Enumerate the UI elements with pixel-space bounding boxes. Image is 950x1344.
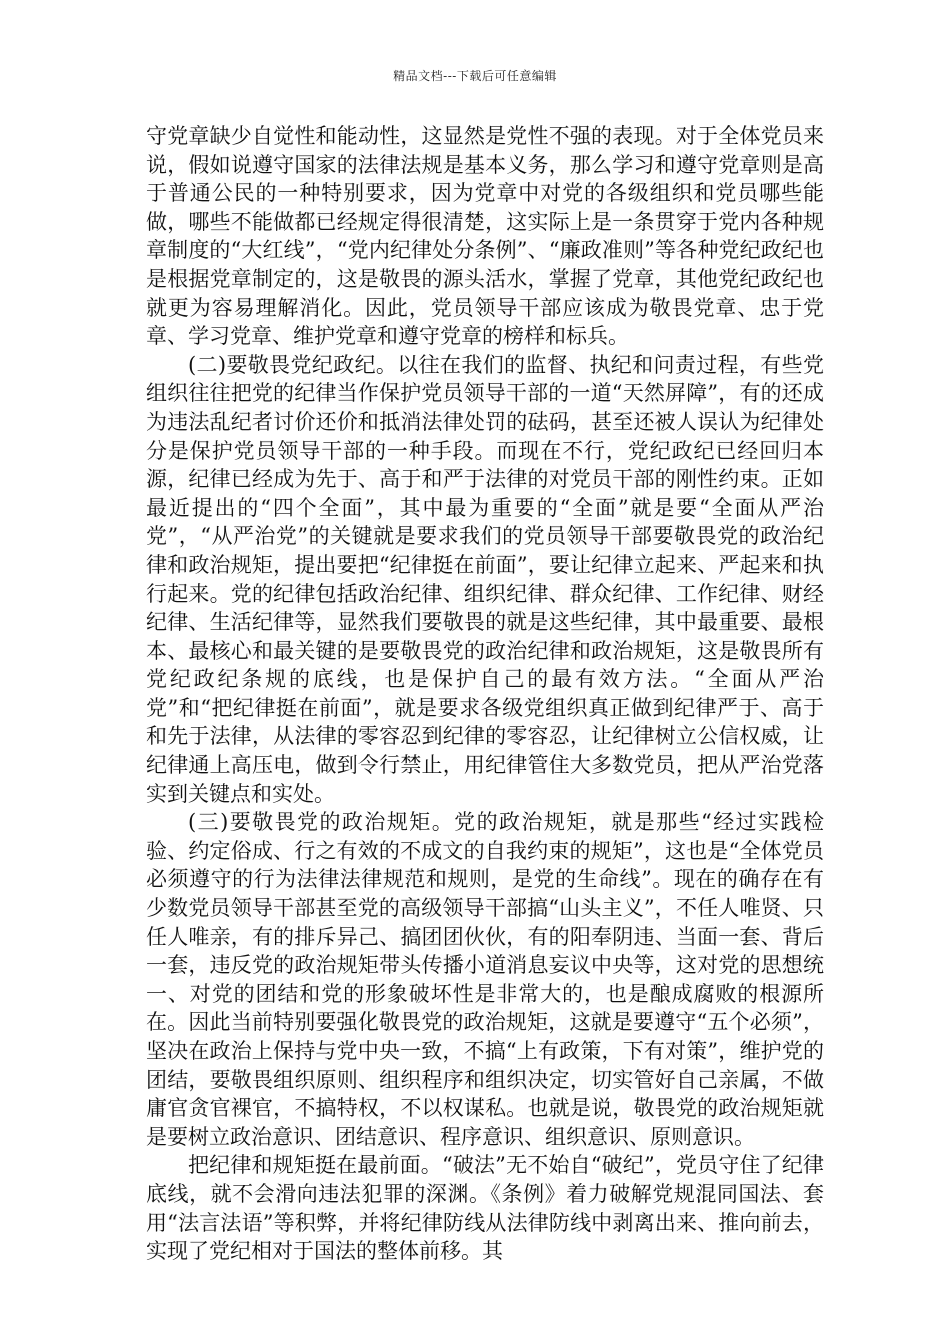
paragraph-3: (三)要敬畏党的政治规矩。党的政治规矩，就是那些“经过实践检验、约定俗成、行之有效的不成文的自我约束的规矩”，这也是“全体党员必须遵守的行为法律法律规范和规则，是党的生命线”。现在的确存在有少数党员领导干部甚至党的高级领导干部搞“山头主义”，不任人唯贤、只任人唯亲，有的排斥异己、搞团团伙伙，有的阳奉阴违、当面一套、背后一套，违反党的政治规矩带头传播小道消息妄议中央等，这对党的思想统一、对党的团结和党的形象破坏性是非常大的，也是酿成腐败的根源所在。因此当前特别要强化敬畏党的政治规矩，这就是要遵守“五个必须”，坚决在政治上保持与党中央一致，不搞“上有政策，下有对策”，维护党的团结，要敬畏组织原则、组织程序和组织决定，切实管好自己亲属，不做庸官贪官裸官，不搞特权，不以权谋私。也就是说，敬畏党的政治规矩就是要树立政治意识、团结意识、程序意识、组织意识、原则意识。 (146, 810, 824, 1149)
paragraph-1: 守党章缺少自觉性和能动性，这显然是党性不强的表现。对于全体党员来说，假如说遵守国家的法律法规是基本义务，那么学习和遵守党章则是高于普通公民的一种特别要求，因为党章中对党的各级组织和党员哪些能做，哪些不能做都已经规定得很清楚，这实际上是一条贯穿于党内各种规章制度的“大红线”，“党内纪律处分条例”、“廉政准则”等各种党纪政纪也是根据党章制定的，这是敬畏的源头活水，掌握了党章，其他党纪政纪也就更为容易理解消化。因此，党员领导干部应该成为敬畏党章、忠于党章、学习党章、维护党章和遵守党章的榜样和标兵。 (146, 124, 824, 349)
page-header: 精品文档---下载后可任意编辑 (393, 69, 557, 83)
document-body (146, 122, 824, 1266)
paragraph-4: 把纪律和规矩挺在最前面。“破法”无不始自“破纪”，党员守住了纪律底线，就不会滑向违法犯罪的深渊。《条例》着力破解党规混同国法、套用“法言法语”等积弊，并将纪律防线从法律防线中剥离出来、推向前去，实现了党纪相对于国法的整体前移。其 (146, 1153, 824, 1264)
paragraph-2: (二)要敬畏党纪政纪。以往在我们的监督、执纪和问责过程，有些党组织往往把党的纪律当作保护党员领导干部的一道“天然屏障”，有的还成为违法乱纪者讨价还价和抵消法律处罚的砝码，甚至还被人误认为纪律处分是保护党员领导干部的一种手段。而现在不行，党纪政纪已经回归本源，纪律已经成为先于、高于和严于法律的对党员干部的刚性约束。正如最近提出的“四个全面”，其中最为重要的“全面”就是要“全面从严治党”，“从严治党”的关键就是要求我们的党员领导干部要敬畏党的政治纪律和政治规矩，提出要把“纪律挺在前面”，要让纪律立起来、严起来和执行起来。党的纪律包括政治纪律、组织纪律、群众纪律、工作纪律、财经纪律、生活纪律等，显然我们要敬畏的就是这些纪律，其中最重要、最根本、最核心和最关键的是要敬畏党的政治纪律和政治规矩，这是敬畏所有党纪政纪条规的底线，也是保护自己的最有效方法。“全面从严治党”和“把纪律挺在前面”，就是要求各级党组织真正做到纪律严于、高于和先于法律，从法律的零容忍到纪律的零容忍，让纪律树立公信权威，让纪律通上高压电，做到令行禁止，用纪律管住大多数党员，把从严治党落实到关键点和实处。 (146, 352, 824, 806)
